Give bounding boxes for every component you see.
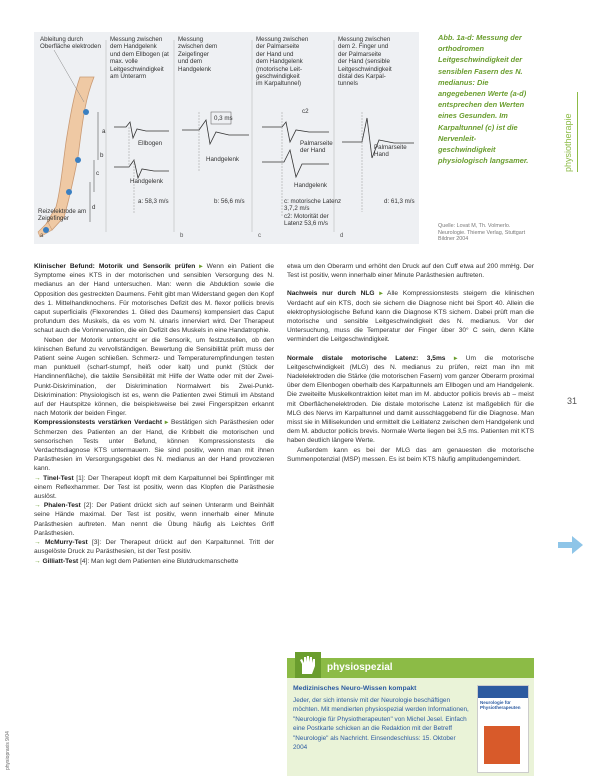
value-a: a: 58,3 m/s	[138, 198, 169, 205]
arrow-icon: ▸	[379, 290, 383, 298]
physiospezial-box	[287, 658, 534, 776]
arrow-icon: →	[34, 557, 41, 565]
label-ellbogen: Ellbogen	[138, 140, 163, 147]
arrow-icon: →	[34, 539, 41, 547]
brand-vertical	[563, 92, 585, 172]
list-item-gilliatt	[34, 557, 274, 566]
label-reizelektrode: Reizelektrode am Zeigefinger	[38, 208, 87, 223]
panel-letter-b: b	[180, 233, 184, 239]
arrow-icon: ▸	[164, 419, 169, 427]
heading-befund: Klinischer Befund: Motorik und Sensorik prüfen	[34, 263, 196, 270]
test-name-phalen: Phalen-Test	[43, 502, 81, 510]
label-measure-finger: Messung zwischen dem 2. Finger und der Palmarseite der Hand (sensible Leitgeschwindigkeit distal des Karpal- tunnels	[338, 36, 392, 88]
text-nlg: Alle Kompressionstests steigern die klinischen Verdacht auf ein KTS, doch sie sichern die Diagnose nicht bei Sport 40. Allein die elektrophysiologische Befund kann die Diagnose KTS sichern. Dabei prüft man die motorische und sensible Leitgeschwindigkeit des N. medianus. Vor der Untersuchung, muss die Temperatur der Finger über 30° C sein, denn Kälte vermindert die Leitgeschwindigkeit.	[287, 290, 534, 344]
test-name-mcmurry: McMurry-Test	[44, 539, 88, 547]
heading-kompression: Kompressionstests verstärken Verdacht	[34, 419, 163, 427]
next-page-arrow-icon[interactable]	[556, 534, 584, 556]
hand-icon	[295, 652, 321, 678]
arrow-icon: →	[34, 474, 41, 482]
label-palmarseite-d: Palmarseite Hand	[374, 144, 407, 159]
heading-nlg: Nachweis nur durch NLG	[287, 290, 375, 298]
letter-a: a	[102, 128, 106, 135]
test-name-tinel: Tinel-Test	[43, 474, 74, 482]
text-befund: Wenn ein Patient die Symptome eines KTS in der motorischen und sensiblen Versorgung des N. medianus an der Hand untersuchen. Man: wenn die Abduktion sowie die Opposition des gestreckten Daumens. Fehlt gibt man Widerstand gegen den Kopf des 1. Mittelhandknochens. Für motorisches Defizit des M. flexor pollicis brevis caput superficialis (Flexorendes 1. Glied des Daumens) kompensiert das Caput profundum des Muskels, da es vom N. ulnaris innerviert wird. Der Therapeut schaut auch die Vorinnervation, die ein Defizit des Muskels in eine Handatrophie.	[34, 263, 274, 335]
column-right	[287, 262, 534, 464]
paragraph-befund	[34, 262, 274, 336]
label-measure-ellbogen: Messung zwischen dem Handgelenk und dem Ellbogen (at max. volle Leitgeschwindigkeit am Unterarm	[110, 36, 169, 81]
value-d: d: 61,3 m/s	[384, 198, 415, 205]
label-oberflaechenelektroden: Ableitung durch Oberfläche elektroden	[40, 36, 101, 51]
box-title: physiospezial	[327, 662, 393, 673]
page-number: 31	[567, 396, 578, 406]
mark-c2: c2	[302, 108, 309, 115]
arrow-icon: →	[34, 502, 41, 510]
text-tinel: [1]: Der Therapeut klopft mit dem Karpaltunnel bei Splintfinger mit einem Reflexhammer. Der Test ist positiv, wenn das Klopfen die Parästhesie auslöst.	[34, 474, 274, 501]
label-measure-palmarseite: Messung zwischen der Palmarseite der Hand und dem Handgelenk (motorische Leit- geschwindigkeit im Karpaltunnel)	[256, 36, 309, 88]
spine-text	[5, 690, 15, 770]
paragraph-kompression	[34, 418, 274, 473]
heading-latenz: Normale distale motorische Latenz: 3,5ms	[287, 354, 446, 362]
label-handgelenk-b: Handgelenk	[206, 156, 240, 163]
text-mcmurry: [3]: Der Therapeut drückt auf den Karpaltunnel. Tritt der ausgelöste Druck zu Parästhesien, ist der Test positiv.	[34, 539, 274, 556]
figure-caption: Abb. 1a-d: Messung der orthodromen Leitgeschwindigkeit der sensiblen Fasern des N. medianus: Die angegebenen Werte (a-d) entsprechen den Werten eines Gesunden. Im Karpaltunnel (c) ist die Nervenleit-geschwindigkeit physiologisch langsamer.	[438, 33, 529, 166]
value-b: b: 56,6 m/s	[214, 198, 245, 205]
figure-source: Quelle: Lovat M, Th. Volmerlo. Neurologie. Thieme Verlag, Stuttgart Bildner 2004	[438, 223, 526, 243]
panel-letter-c: c	[258, 233, 261, 239]
text-continuation: etwa um den Oberarm und erhöht den Druck auf den Cuff etwa auf 200 mmHg. Der Test ist positiv, wenn innerhalb einer Minute Parästhesien auftreten.	[287, 263, 534, 280]
list-item-tinel	[34, 474, 274, 502]
value-c: c: motorische Latenz 3,7,2 m/s c2: Motorität der Latenz 53,6 m/s	[284, 198, 342, 228]
spine-label: physiopraxis 9/04	[5, 731, 11, 770]
text-msp: Außerdem kann es bei der MLG das am genauesten die motorische Summenpotenzial (MSP) messen. Es ist beim KTS häufig amplitudengemindert.	[287, 446, 534, 463]
text-gilliatt: [4]: Man legt dem Patienten eine Blutdruckmanschette	[80, 557, 239, 565]
list-item-phalen	[34, 501, 274, 538]
letter-d: d	[92, 204, 96, 211]
mark-ms: 0,3 ms	[214, 115, 233, 122]
box-subtitle: Medizinisches Neuro-Wissen kompakt	[293, 685, 417, 692]
book-cover	[477, 685, 529, 773]
text-kompression: Bestätigen sich Parästhesien oder Schmerzen des Patienten an der Hand, die Kribbelt die motorischen und sensorischen Tests unter Befund, können Kompressionstests die Verdachtsdiagnose KTS untermauern. Sie sind positiv, wenn man mit ihnen Parästhesien im Versorgungsgebiet des N. medianus an der Hand provozieren kann.	[34, 419, 274, 473]
label-measure-zeigefinger: Messung zwischen dem Zeigefinger und dem Handgelenk	[178, 36, 218, 73]
list-item-mcmurry	[34, 538, 274, 556]
text-latenz: Um die motorische Leitgeschwindigkeit (MLG) des N. medianus zu prüfen, reizt man ihn mit Nadelelektroden die Stärke (die motorischen Fasern) vom ganzer Oberarm proximal über dem Ellenbogen oberhalb des Karpaltunnels am Ellbogen und am Handgelenk. Die zweiteilte Muskelkontraktion leitet man im M. abductor pollicis brevis ab – meist mit Oberflächenelektroden. Die distale motorische Latenz ist maßgeblich für die MLG des Nervs im Karpaltunnel und damit ausschlaggebend für die Diagnose. Man misst sie in Millisekunden und ermittelt die Leitlatenz zwischen dem Handgelenk und dem M. abductor pollicis brevis. Normale Werte liegen bei 3,5 ms. Patienten mit KTS haben deutlich längere Werte.	[287, 354, 535, 445]
text-phalen: [2]: Der Patient drückt sich auf seinen Unterarm und Beinhält seine Hände maximal. Der Test ist positiv, wenn innerhalb einer Minute Parästhesien auftreten. Man nennt die Übung häufig als Leichtes Griff Parästhesien.	[34, 502, 275, 537]
text-sensorik: Neben der Motorik untersucht er die Sensorik, um festzustellen, ob den klinischen Befund zu vervollständigen. Bewertung die Sensibilität prüft muss der Patient seine Augen schließen. Schmerz- und Temperaturempfindungen testen man punktuell (scharf-stumpf, heiß oder kalt) und punkt (Stück der Handinnenfläche), die taktile Sensibilität mit Hilfe der Watte oder mit der Zwei-Punkt-Diskrimination, der Diskrimination Normalwert bis Zwei-Punkt-Diskrimination: Physiologisch ist es, wenn die Patienten zwei Stimuli im Abstand auf der Hautspitze können, die beispielsweise bei zwei Fingerspitzen erkannt nach Motorik der beiden Finger.	[34, 336, 274, 418]
book-cover-image	[484, 726, 520, 764]
label-palmarseite-c: Palmarseite der Hand	[300, 140, 333, 155]
letter-c: c	[96, 170, 100, 177]
letter-b: b	[100, 152, 104, 159]
panel-letter-d: d	[340, 233, 344, 239]
paragraph-nlg	[287, 289, 534, 344]
box-text: Jeder, der sich intensiv mit der Neurologie beschäftigen möchten. Mit mendierten physiospezial werden Informationen, "Neurologie für Physiotherapeuten" von Michel Jesel. Einfach eine Postkarte schicken an die Redaktion mit der Betreff "Neurologie" als Nachricht. Einsendeschluss: 15. Oktober 2004	[293, 697, 469, 752]
label-handgelenk-c: Handgelenk	[294, 182, 328, 189]
column-left	[34, 262, 274, 566]
panel-letter-a: a	[40, 233, 44, 239]
arrow-icon: ▸	[199, 263, 203, 270]
brand-label: physiotherapie	[563, 113, 573, 172]
test-name-gilliatt: Gilliatt-Test	[42, 557, 79, 565]
label-handgelenk-a: Handgelenk	[130, 178, 164, 185]
arrow-icon: ▸	[453, 354, 458, 362]
box-header	[287, 658, 534, 678]
paragraph-latenz	[287, 354, 534, 446]
book-title: Neurologie für Physiotherapeuten	[480, 700, 521, 710]
figure	[34, 32, 419, 244]
